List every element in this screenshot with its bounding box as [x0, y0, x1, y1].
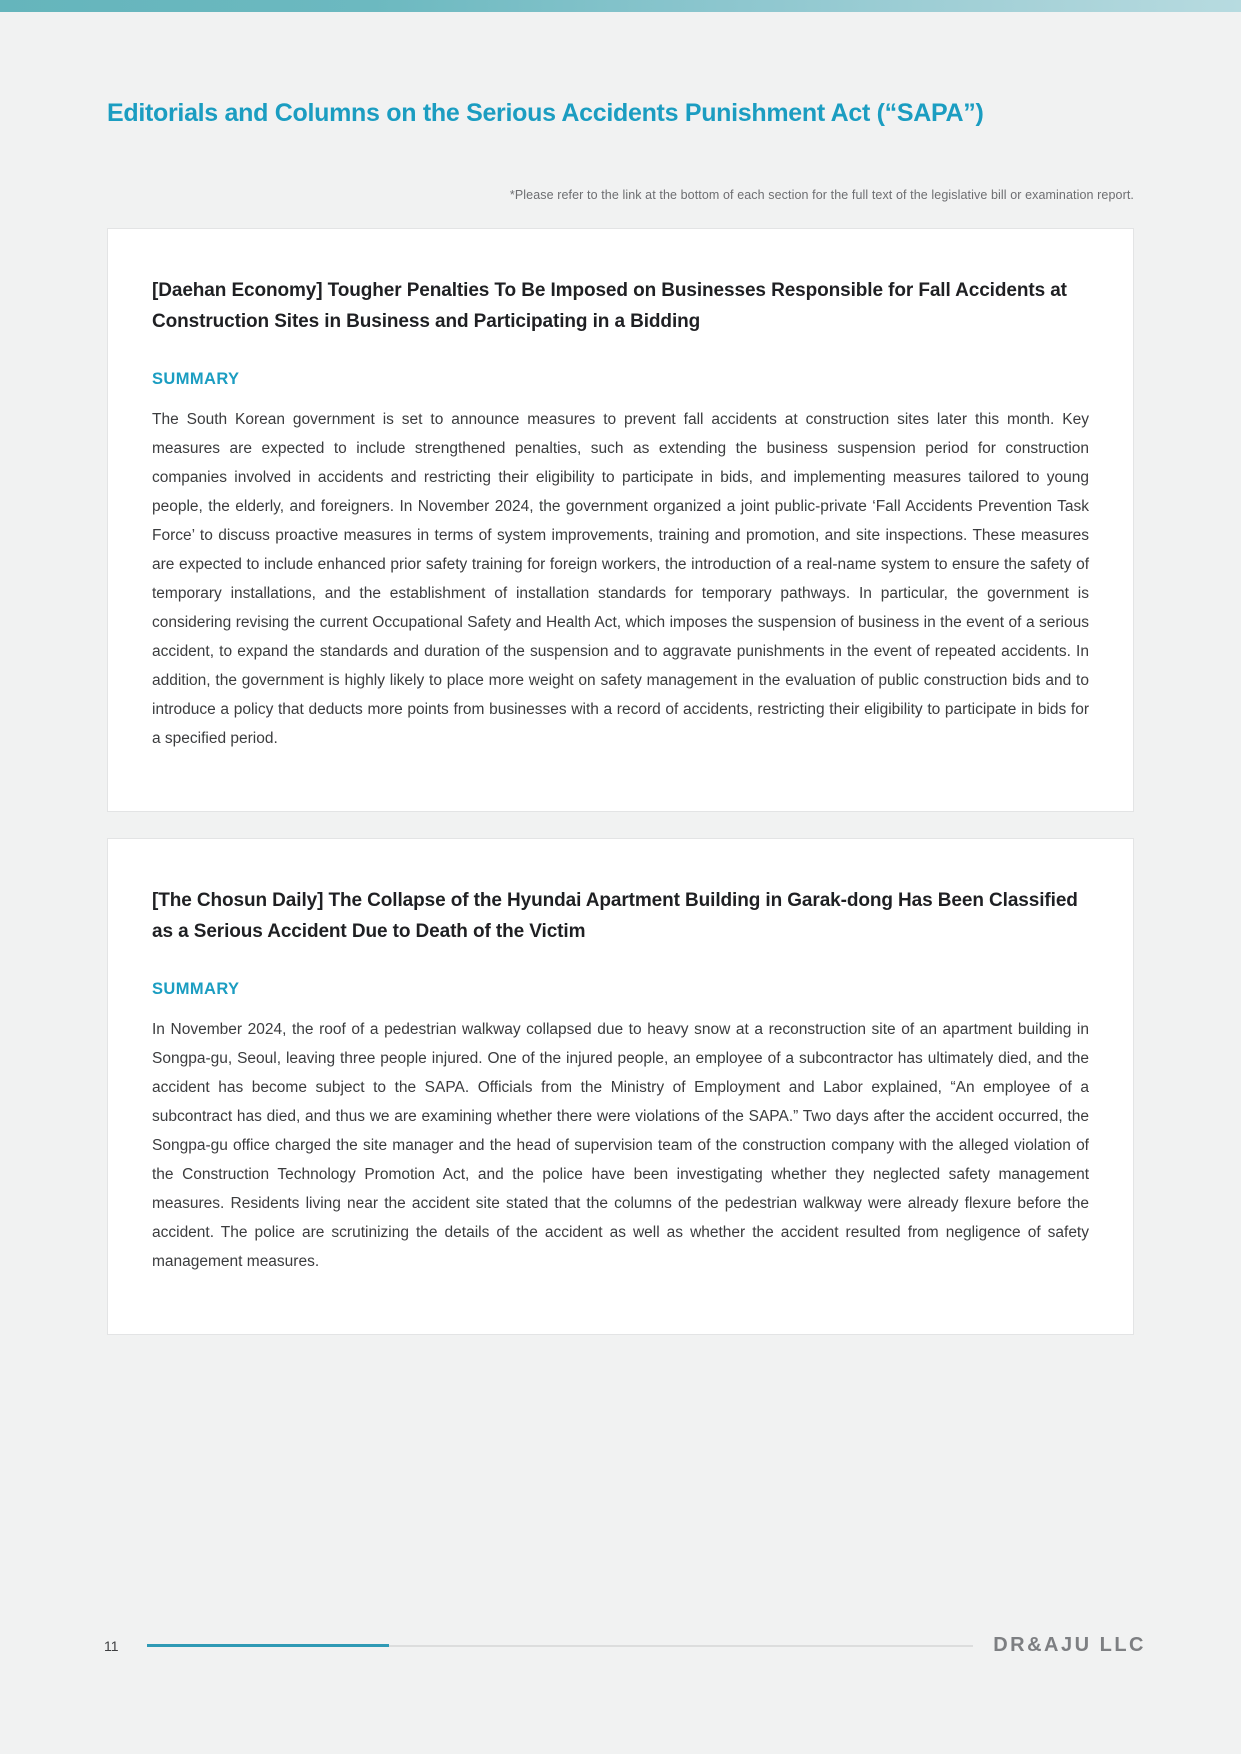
article-card-chosun-daily [107, 838, 1134, 1335]
footer-rule-gray-segment [389, 1645, 974, 1647]
reference-note: *Please refer to the link at the bottom of each section for the full text of the legislative bill or examination report. [509, 188, 1134, 202]
footer-rule [147, 1644, 974, 1647]
footer-rule-accent-segment [147, 1644, 389, 1647]
article-title: [Daehan Economy] Tougher Penalties To Be Imposed on Businesses Responsible for Fall Accidents at Construction Sites in Business and Participating in a Bidding [152, 280, 1067, 332]
page-number: 11 [104, 1637, 119, 1654]
article-card-daehan-economy [107, 228, 1134, 812]
summary-label: SUMMARY [152, 980, 240, 998]
company-logo: DR&AJU LLC [993, 1634, 1146, 1656]
summary-label: SUMMARY [152, 370, 240, 388]
page-footer [104, 1634, 1146, 1657]
summary-body: In November 2024, the roof of a pedestrian walkway collapsed due to heavy snow at a reconstruction site of an apartment building in Songpa-gu, Seoul, leaving three people injured. One of the injured people, an employee of a subcontractor has ultimately died, and the accident has become subject to the SAPA. Officials from the Ministry of Employment and Labor explained, “An employee of a subcontract has died, and thus we are examining whether there were violations of the SAPA.” Two days after the accident occurred, the Songpa-gu office charged the site manager and the head of supervision team of the construction company with the alleged violation of the Construction Technology Promotion Act, and the police have been investigating whether they neglected safety management measures. Residents living near the accident site stated that the columns of the pedestrian walkway were already flexure before the accident. The police are scrutinizing the details of the accident as well as whether the accident resulted from negligence of safety management measures. [152, 1021, 1089, 1270]
article-title: [The Chosun Daily] The Collapse of the Hyundai Apartment Building in Garak-dong Has Been Classified as a Serious Accident Due to Death of the Victim [152, 890, 1078, 942]
summary-body: The South Korean government is set to announce measures to prevent fall accidents at construction sites later this month. Key measures are expected to include strengthened penalties, such as extending the business suspension period for construction companies involved in accidents and restricting their eligibility to participate in bids, and implementing measures tailored to young people, the elderly, and foreigners. In November 2024, the government organized a joint public-private ‘Fall Accidents Prevention Task Force’ to discuss proactive measures in terms of system improvements, training and promotion, and site inspections. These measures are expected to include enhanced prior safety training for foreign workers, the introduction of a real-name system to ensure the safety of temporary installations, and the establishment of installation standards for temporary pathways. In particular, the government is considering revising the current Occupational Safety and Health Act, which imposes the suspension of business in the event of a serious accident, to expand the standards and duration of the suspension and to aggravate punishments in the event of repeated accidents. In addition, the government is highly likely to place more weight on safety management in the evaluation of public construction bids and to introduce a policy that deducts more points from businesses with a record of accidents, restricting their eligibility to participate in bids for a specified period. [152, 411, 1089, 747]
page-title: Editorials and Columns on the Serious Accidents Punishment Act (“SAPA”) [107, 99, 984, 127]
page-content [107, 98, 1134, 1335]
top-accent-bar [0, 0, 1241, 12]
